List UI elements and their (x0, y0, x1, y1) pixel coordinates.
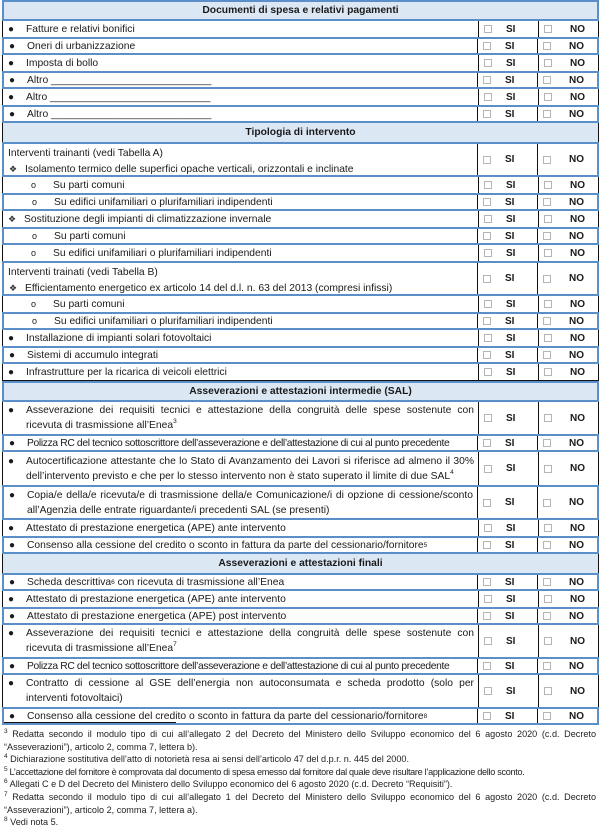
yes-option[interactable]: SI (477, 144, 537, 175)
no-option[interactable]: NO (538, 55, 598, 71)
checkbox-yes[interactable] (484, 59, 492, 67)
row-label: Su edifici unifamiliari o plurifamiliari indipendenti (54, 315, 273, 327)
footnote-text: L’accettazione del fornitore è comprovata dal documento di spesa emesso dal fornitore dal quale deve risultare l’applicazione dello sconto. (7, 766, 525, 777)
footnote-ref: 3 (173, 418, 177, 425)
checklist-row (2, 675, 599, 708)
no-option[interactable]: NO (538, 402, 598, 434)
bullet-icon: ● (9, 437, 15, 449)
checkbox-yes[interactable] (483, 156, 491, 164)
row-label: Fatture e relativi bonifici (26, 23, 135, 35)
no-option[interactable]: NO (538, 520, 598, 536)
checklist-row (2, 364, 599, 381)
checkbox-yes[interactable] (484, 524, 492, 532)
no-option[interactable]: NO (537, 229, 597, 243)
footnote-ref: 8 (423, 712, 428, 720)
yes-option[interactable]: SI (478, 364, 538, 380)
checkbox-yes[interactable] (483, 198, 491, 206)
row-label: Consenso alla cessione del credito o sconto in fattura da parte del cessionario/fornitore (27, 539, 424, 551)
group-label: Interventi trainati (vedi Tabella B) (8, 267, 158, 278)
yes-option[interactable]: SI (477, 659, 537, 673)
footnote-ref: 6 (111, 578, 115, 586)
section-header-finali (2, 554, 599, 574)
checkbox-no[interactable] (544, 334, 552, 342)
yes-option[interactable]: SI (478, 89, 538, 105)
checkbox-yes[interactable] (484, 93, 492, 101)
checkbox-no[interactable] (543, 275, 551, 283)
no-option[interactable]: NO (538, 245, 598, 261)
checkbox-no[interactable] (544, 687, 552, 695)
yes-option[interactable]: SI (477, 314, 537, 328)
footnote-separator (4, 722, 176, 723)
row-label: Attestato di prestazione energetica (APE) post intervento (27, 610, 287, 622)
row-label: Polizza RC del tecnico sottoscrittore dell’asseverazione e dell’attestazione di cui al punto precedente (27, 437, 450, 449)
yes-option[interactable]: SI (477, 609, 537, 623)
yes-option[interactable]: SI (478, 55, 538, 71)
diamond-bullet-icon: ❖ (9, 283, 18, 293)
checkbox-yes[interactable] (483, 351, 491, 359)
footnote-5 (4, 766, 596, 779)
checkbox-yes[interactable] (483, 110, 491, 118)
no-option[interactable]: NO (538, 21, 598, 37)
bullet-icon: ● (9, 660, 15, 672)
no-option[interactable]: NO (538, 296, 598, 312)
checkbox-yes[interactable] (483, 317, 491, 325)
checklist-row (2, 485, 599, 520)
checkbox-yes[interactable] (483, 578, 491, 586)
group-label: Interventi trainanti (vedi Tabella A) (8, 148, 163, 159)
footnotes (4, 728, 596, 829)
checkbox-no[interactable] (544, 93, 552, 101)
yes-option[interactable]: SI (478, 675, 538, 707)
checkbox-no[interactable] (544, 300, 552, 308)
checklist-row (2, 657, 599, 675)
yes-option[interactable]: SI (477, 487, 537, 518)
row-label: Sistemi di accumulo integrati (27, 349, 159, 361)
circle-bullet-icon: o (31, 247, 37, 258)
bullet-icon: ● (8, 91, 15, 103)
checklist-row (2, 573, 599, 591)
footnote-text: Redatta secondo il modulo tipo di cui all’allegato 2 del Decreto del Ministero dello Sviluppo economico del 6 agosto 2020 (c.d. Decreto “Asseverazioni”), articolo 2, comma 7, lettera b). (4, 729, 596, 752)
no-option[interactable]: NO (538, 211, 598, 227)
checkbox-yes[interactable] (483, 612, 491, 620)
checkbox-yes[interactable] (483, 662, 491, 670)
checkbox-yes[interactable] (483, 42, 491, 50)
checkbox-yes[interactable] (483, 499, 491, 507)
row-label: Altro ____________________________ (27, 108, 212, 120)
yes-option[interactable]: SI (477, 107, 537, 121)
checkbox-no[interactable] (543, 612, 551, 620)
checklist-row (2, 330, 599, 347)
circle-bullet-icon: o (32, 196, 38, 207)
section-title: Documenti di spesa e relativi pagamenti (202, 5, 399, 16)
checklist-row (2, 37, 599, 55)
checkbox-no[interactable] (544, 215, 552, 223)
bullet-icon: ● (8, 522, 15, 534)
yes-option[interactable]: SI (478, 245, 538, 261)
no-option[interactable]: NO (537, 709, 597, 723)
no-option[interactable]: NO (537, 144, 597, 175)
footnote-number: 6 (4, 778, 8, 786)
yes-option[interactable]: SI (478, 330, 538, 346)
circle-bullet-icon: o (32, 230, 38, 241)
yes-option[interactable]: SI (478, 520, 538, 536)
circle-bullet-icon: o (32, 315, 38, 326)
yes-option[interactable]: SI (477, 575, 537, 589)
row-label: Infrastrutture per la ricarica di veicoli elettrici (26, 366, 227, 378)
yes-option[interactable]: SI (478, 177, 538, 193)
yes-option[interactable]: SI (477, 195, 537, 209)
checklist-row (2, 105, 599, 123)
diamond-bullet-icon: ❖ (8, 213, 17, 224)
bullet-icon: ● (8, 678, 15, 689)
checklist-row (2, 89, 599, 106)
footnote-text: Redatta secondo il modulo tipo di cui all’allegato 1 del Decreto del Ministero dello Sviluppo economico del 6 agosto 2020 (c.d. Decreto “Asseverazioni”), articolo 2, comma 7, lettera a). (4, 791, 596, 815)
no-option[interactable]: NO (537, 487, 597, 518)
row-label: Su parti comuni (53, 298, 125, 310)
checkbox-yes[interactable] (484, 465, 492, 473)
section-header-documenti-spesa (2, 0, 599, 21)
checklist-row (2, 227, 599, 245)
footnote-4 (4, 753, 596, 766)
bullet-icon: ● (8, 366, 15, 378)
yes-option[interactable]: SI (478, 402, 538, 434)
row-label: Installazione di impianti solari fotovoltaici (26, 332, 212, 344)
checkbox-no[interactable] (543, 499, 551, 507)
checkbox-no[interactable] (544, 637, 552, 645)
checklist-row (2, 402, 599, 435)
footnote-text: Allegati C e D del Decreto del Ministero dello Sviluppo economico del 6 agosto 2020 (c.d. Decreto “Requisiti”). (7, 779, 453, 790)
checklist-row (2, 434, 599, 452)
no-option[interactable]: NO (537, 314, 597, 328)
section-title: Asseverazioni e attestazioni finali (218, 558, 383, 569)
footnote-number: 5 (4, 765, 8, 773)
bullet-icon: ● (8, 455, 15, 467)
row-label: Attestato di prestazione energetica (APE) ante intervento (26, 522, 286, 534)
checklist-row (2, 142, 599, 177)
checkbox-no[interactable] (544, 465, 552, 473)
footnote-ref: 5 (423, 541, 428, 549)
no-option[interactable]: NO (537, 436, 597, 450)
checklist-table (2, 0, 599, 725)
checklist-row (2, 536, 599, 554)
section-title: Tipologia di intervento (245, 127, 356, 138)
yes-option[interactable]: SI (478, 452, 538, 485)
footnote-ref: 7 (173, 641, 177, 648)
row-label: Su parti comuni (53, 179, 125, 191)
footnote-6 (4, 778, 596, 791)
yes-option[interactable]: SI (478, 211, 538, 227)
checkbox-no[interactable] (543, 317, 551, 325)
footnote-number: 4 (4, 753, 8, 761)
checkbox-no[interactable] (543, 439, 551, 447)
footnote-number: 8 (4, 816, 8, 824)
row-label: Asseverazione dei requisiti tecnici e attestazione della congruità delle spese sostenute con ricevuta di trasmissione all’Enea (26, 405, 474, 431)
no-option[interactable]: NO (537, 609, 597, 623)
no-option[interactable]: NO (538, 452, 598, 485)
checklist-row (2, 591, 599, 608)
checkbox-yes[interactable] (483, 439, 491, 447)
no-option[interactable]: NO (538, 625, 598, 657)
checkbox-yes[interactable] (484, 637, 492, 645)
no-option[interactable]: NO (537, 73, 597, 87)
row-label: Su parti comuni (54, 230, 126, 242)
checklist-row (2, 71, 599, 89)
checkbox-yes[interactable] (484, 687, 492, 695)
bullet-icon: ● (8, 628, 15, 639)
checkbox-yes[interactable] (484, 181, 492, 189)
checklist-row (2, 211, 599, 228)
footnote-number: 7 (4, 790, 8, 798)
checkbox-yes[interactable] (483, 541, 491, 549)
checklist-row (2, 607, 599, 625)
checklist-row (2, 261, 599, 296)
footnote-number: 3 (4, 728, 8, 735)
no-option[interactable]: NO (537, 195, 597, 209)
checkbox-yes[interactable] (484, 414, 492, 422)
checkbox-yes[interactable] (483, 232, 491, 240)
checkbox-yes[interactable] (484, 595, 492, 603)
yes-option[interactable]: SI (478, 625, 538, 657)
checklist-row (2, 452, 599, 486)
checkbox-no[interactable] (544, 181, 552, 189)
no-option[interactable]: NO (537, 263, 597, 294)
checkbox-yes[interactable] (483, 76, 491, 84)
no-option[interactable]: NO (537, 575, 597, 589)
bullet-icon: ● (9, 489, 16, 501)
section-title: Asseverazioni e attestazioni intermedie (SAL) (189, 386, 412, 397)
checkbox-yes[interactable] (484, 368, 492, 376)
footnote-8 (4, 816, 596, 829)
checklist-row (2, 245, 599, 262)
bullet-icon: ● (9, 349, 16, 361)
row-label: Attestato di prestazione energetica (APE) ante intervento (26, 593, 286, 605)
row-label: Scheda descrittiva (27, 576, 112, 588)
checklist-row (2, 296, 599, 313)
checklist-row (2, 177, 599, 194)
footnote-text: Dichiarazione sostitutiva dell’atto di notorietà resa ai sensi dell’articolo 47 del d.p.r. n. 445 del 2000. (7, 754, 409, 765)
yes-option[interactable]: SI (477, 348, 537, 362)
footnote-ref: 4 (450, 468, 454, 476)
row-label: Imposta di bollo (26, 57, 99, 69)
checkbox-no[interactable] (544, 368, 552, 376)
yes-option[interactable]: SI (478, 591, 538, 607)
checkbox-yes[interactable] (484, 215, 492, 223)
no-option[interactable]: NO (538, 364, 598, 380)
footnote-7 (4, 791, 596, 816)
row-label: Asseverazione dei requisiti tecnici e attestazione della congruità delle spese sostenute con ricevuta di trasmissione all’Enea (26, 628, 474, 654)
row-label: Contratto di cessione al GSE dell’energia non autoconsumata e scheda prodotto (solo per interventi fotovoltaici) (26, 678, 474, 704)
checklist-row (2, 312, 599, 330)
checkbox-no[interactable] (544, 249, 552, 257)
checkbox-yes[interactable] (484, 334, 492, 342)
checklist-row (2, 346, 599, 364)
no-option[interactable]: NO (537, 107, 597, 121)
checkbox-yes[interactable] (484, 249, 492, 257)
checklist-row (2, 520, 599, 537)
no-option[interactable]: NO (537, 538, 597, 552)
checkbox-no[interactable] (544, 59, 552, 67)
row-label: Sostituzione degli impianti di climatizzazione invernale (24, 213, 272, 225)
diamond-bullet-icon: ❖ (9, 164, 18, 174)
row-label: Polizza RC del tecnico sottoscrittore dell’asseverazione e dell’attestazione di cui al punto precedente (27, 660, 450, 672)
no-option[interactable]: NO (538, 177, 598, 193)
yes-option[interactable]: SI (477, 436, 537, 450)
yes-option[interactable]: SI (477, 229, 537, 243)
checklist-row (2, 55, 599, 72)
bullet-icon: ● (9, 576, 16, 588)
checkbox-no[interactable] (543, 76, 551, 84)
checkbox-no[interactable] (543, 351, 551, 359)
section-header-intermedie (2, 381, 599, 402)
checkbox-no[interactable] (543, 712, 551, 720)
bullet-icon: ● (9, 710, 16, 722)
no-option[interactable]: NO (538, 89, 598, 105)
section-header-tipologia (2, 123, 599, 143)
circle-bullet-icon: o (31, 298, 37, 309)
row-label: Isolamento termico delle superfici opache verticali, orizzontali e inclinate (25, 164, 354, 175)
row-label: Su edifici unifamiliari o plurifamiliari indipendenti (54, 196, 273, 208)
checkbox-yes[interactable] (483, 712, 491, 720)
checkbox-no[interactable] (543, 232, 551, 240)
bullet-icon: ● (8, 57, 15, 69)
bullet-icon: ● (9, 610, 16, 622)
circle-bullet-icon: o (31, 179, 37, 190)
checkbox-yes[interactable] (484, 300, 492, 308)
row-label-cont: con ricevuta di trasmissione all’Enea (114, 576, 285, 588)
checklist-row (2, 21, 599, 38)
checkbox-yes[interactable] (484, 25, 492, 33)
checkbox-no[interactable] (543, 578, 551, 586)
row-label: Autocertificazione attestante che lo Stato di Avanzamento dei Lavori si riferisce ad almeno il 30% dell’intervento previsto e che per lo stesso intervento non è stato superato il limite di due SAL (26, 455, 474, 482)
bullet-icon: ● (8, 593, 15, 605)
checkbox-no[interactable] (543, 110, 551, 118)
footnote-3 (4, 728, 596, 753)
checkbox-no[interactable] (544, 595, 552, 603)
checkbox-yes[interactable] (483, 275, 491, 283)
yes-option[interactable]: SI (477, 538, 537, 552)
no-option[interactable]: NO (538, 675, 598, 707)
yes-option[interactable]: SI (478, 296, 538, 312)
row-label: Oneri di urbanizzazione (27, 40, 136, 52)
checkbox-no[interactable] (543, 156, 551, 164)
no-option[interactable]: NO (538, 591, 598, 607)
bullet-icon: ● (8, 23, 15, 35)
row-label: Copia/e della/e ricevuta/e di trasmissione della/e Comunicazione/i di opzione di cessione/sconto all’Agenzia delle entrate riguardante/i precedenti SAL (se presenti) (27, 489, 473, 516)
checkbox-no[interactable] (543, 662, 551, 670)
row-label: Altro ____________________________ (26, 91, 211, 103)
bullet-icon: ● (8, 332, 15, 344)
checkbox-no[interactable] (544, 25, 552, 33)
yes-option[interactable]: SI (477, 263, 537, 294)
checklist-row (2, 193, 599, 211)
checkbox-no[interactable] (543, 541, 551, 549)
checklist-row (2, 625, 599, 658)
row-label: Su edifici unifamiliari o plurifamiliari indipendenti (53, 247, 272, 259)
bullet-icon: ● (9, 74, 16, 86)
no-option[interactable]: NO (537, 348, 597, 362)
yes-option[interactable]: SI (478, 21, 538, 37)
bullet-icon: ● (9, 108, 16, 120)
checkbox-no[interactable] (544, 414, 552, 422)
checkbox-no[interactable] (543, 198, 551, 206)
no-option[interactable]: NO (537, 659, 597, 673)
bullet-icon: ● (8, 405, 15, 416)
checkbox-no[interactable] (544, 524, 552, 532)
no-option[interactable]: NO (538, 330, 598, 346)
no-option[interactable]: NO (537, 39, 597, 53)
bullet-icon: ● (9, 539, 16, 551)
row-label: Altro ____________________________ (27, 74, 212, 86)
bullet-icon: ● (9, 40, 16, 52)
yes-option[interactable]: SI (477, 39, 537, 53)
yes-option[interactable]: SI (477, 709, 537, 723)
row-label: Efficientamento energetico ex articolo 14 del d.l. n. 63 del 2013 (compresi infissi) (25, 283, 393, 294)
yes-option[interactable]: SI (477, 73, 537, 87)
footnote-text: Vedi nota 5. (7, 817, 59, 828)
checkbox-no[interactable] (543, 42, 551, 50)
row-label: Consenso alla cessione del credito o sconto in fattura da parte del cessionario/fornitore (27, 710, 424, 722)
